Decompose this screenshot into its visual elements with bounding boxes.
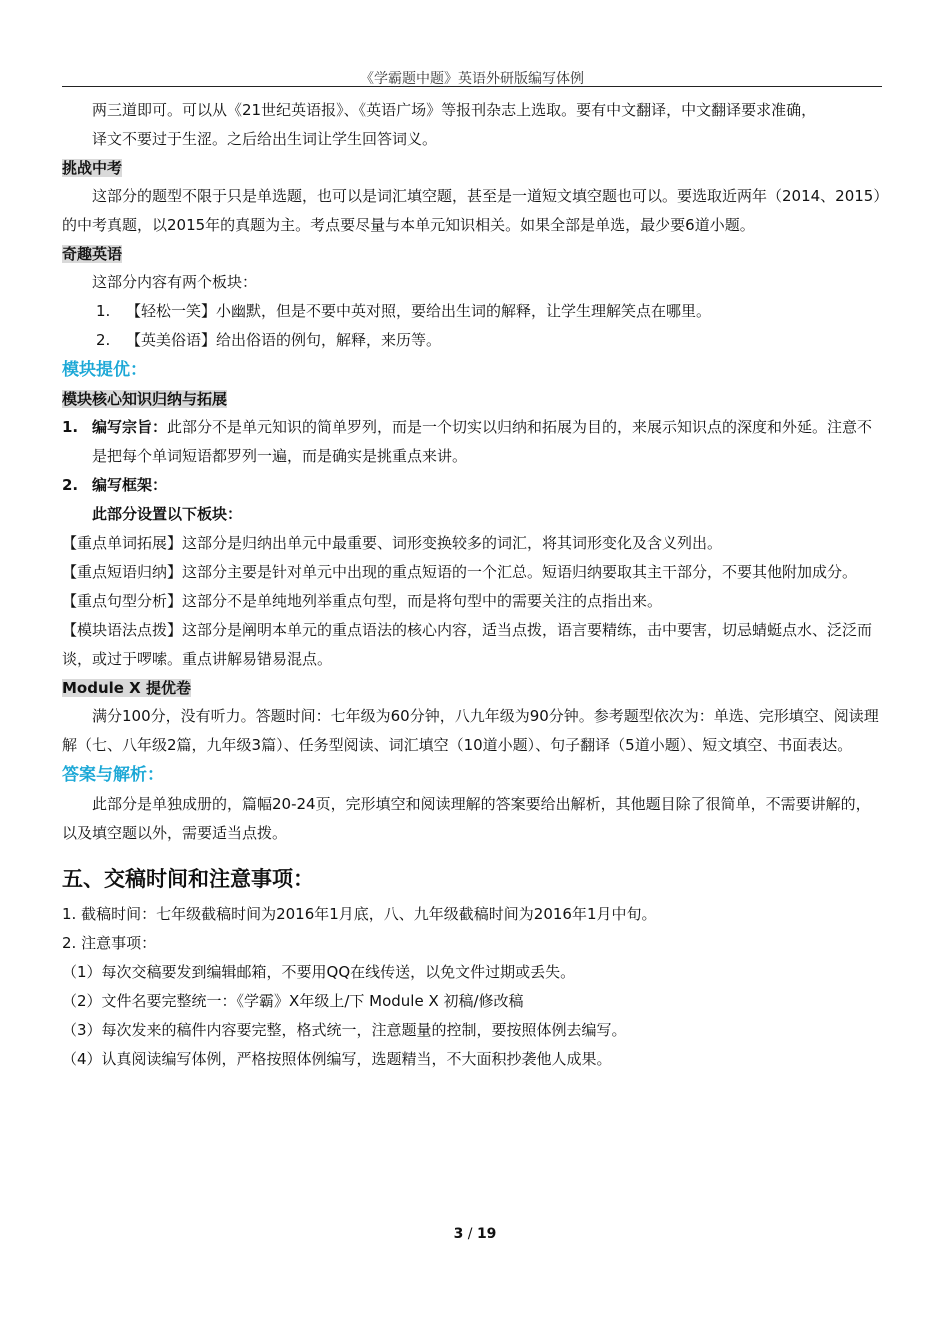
- answers-text: 此部分是单独成册的，篇幅20-24页，完形填空和阅读理解的答案要给出解析，其他题目除了很简单，不需要讲解的，以及填空题以外，需要适当点拨。: [62, 795, 871, 842]
- note-item: （3）每次发来的稿件内容要完整，格式统一，注意题量的控制，要按照体例去编写。: [62, 1021, 627, 1039]
- intro-paragraph: 两三道即可。可以从《21世纪英语报》、《英语广场》等报刊杂志上选取。要有中文翻译，中文翻译要求准确，: [92, 101, 817, 119]
- header-divider: [62, 86, 882, 87]
- module-item-2: 2. 编写框架：: [62, 476, 168, 494]
- section5-heading: 五、交稿时间和注意事项：: [62, 867, 314, 891]
- note-item: （2）文件名要完整统一：《学霸》X年级上/下 Module X 初稿/修改稿: [62, 992, 524, 1010]
- module-sub-heading: 模块核心知识归纳与拓展: [62, 390, 228, 408]
- note-item: （4）认真阅读编写体例，严格按照体例编写，选题精当，不大面积抄袭他人成果。: [62, 1050, 612, 1068]
- intro-paragraph-cont: 译文不要过于生涩。之后给出生词让学生回答词义。: [92, 130, 438, 148]
- block-phrases: 【重点短语归纳】 这部分主要是针对单元中出现的重点短语的一个汇总。短语归纳要取其主干部分，不要其他附加成分。: [62, 563, 858, 581]
- block-grammar: 【模块语法点拨】这部分是阐明本单元的重点语法的核心内容，适当点拨，语言要精练，击中要害，切忌蜻蜓点水、泛泛而谈，或过于啰嗦。重点讲解易错易混点。: [62, 621, 873, 668]
- deadline-text: 1. 截稿时间：七年级截稿时间为2016年1月底，八、九年级截稿时间为2016年1月中旬。: [62, 905, 657, 923]
- module-item-1: 1. 编写宗旨：此部分不是单元知识的简单罗列，而是一个切实以归纳和拓展为目的，来展示知识点的深度和外延。注意不是把每个单词短语都罗列一遍，而是确实是挑重点来讲。: [62, 418, 873, 465]
- exam-text: 满分100分，没有听力。答题时间：七年级为60分钟，八九年级为90分钟。参考题型依次为：单选、完形填空、阅读理解（七、八年级2篇，九年级3篇）、任务型阅读、词汇填空（10道小题）、句子翻译（5道小题）、短文填空、书面表达。: [62, 707, 879, 754]
- section-heading-challenge: 挑战中考: [62, 159, 123, 177]
- block-sentences: 【重点句型分析】 这部分不是单纯地列举重点句型，而是将句型中的需要关注的点指出来。: [62, 592, 663, 610]
- document-body: [62, 96, 882, 1074]
- notes-title: 2. 注意事项：: [62, 934, 157, 952]
- section-heading-fun: 奇趣英语: [62, 245, 123, 263]
- fun-item-1: 1. 【轻松一笑】小幽默，但是不要中英对照，要给出生词的解释，让学生理解笑点在哪里。: [96, 302, 712, 320]
- fun-intro: 这部分内容有两个板块：: [92, 273, 258, 291]
- page-number: 3 / 19: [453, 1226, 497, 1242]
- block-words: 【重点单词拓展】 这部分是归纳出单元中最重要、词形变换较多的词汇，将其词形变化及含义列出。: [62, 534, 723, 552]
- module-heading: 模块提优：: [62, 360, 147, 380]
- module-item-2-sub: 此部分设置以下板块：: [92, 505, 243, 523]
- exam-heading: Module X 提优卷: [62, 679, 191, 697]
- page-header: 《学霸题中题》英语外研版编写体例: [360, 71, 584, 87]
- note-item: （1）每次交稿要发到编辑邮箱，不要用QQ在线传送，以免文件过期或丢失。: [62, 963, 576, 981]
- fun-item-2: 2. 【英美俗语】给出俗语的例句，解释，来历等。: [96, 331, 442, 349]
- challenge-text: 这部分的题型不限于只是单选题，也可以是词汇填空题，甚至是一道短文填空题也可以。要选取近两年（2014、2015）的中考真题，以2015年的真题为主。考点要尽量与本单元知识相关。如果全部是单选，最少要6道小题。: [62, 187, 881, 234]
- answers-heading: 答案与解析：: [62, 765, 164, 785]
